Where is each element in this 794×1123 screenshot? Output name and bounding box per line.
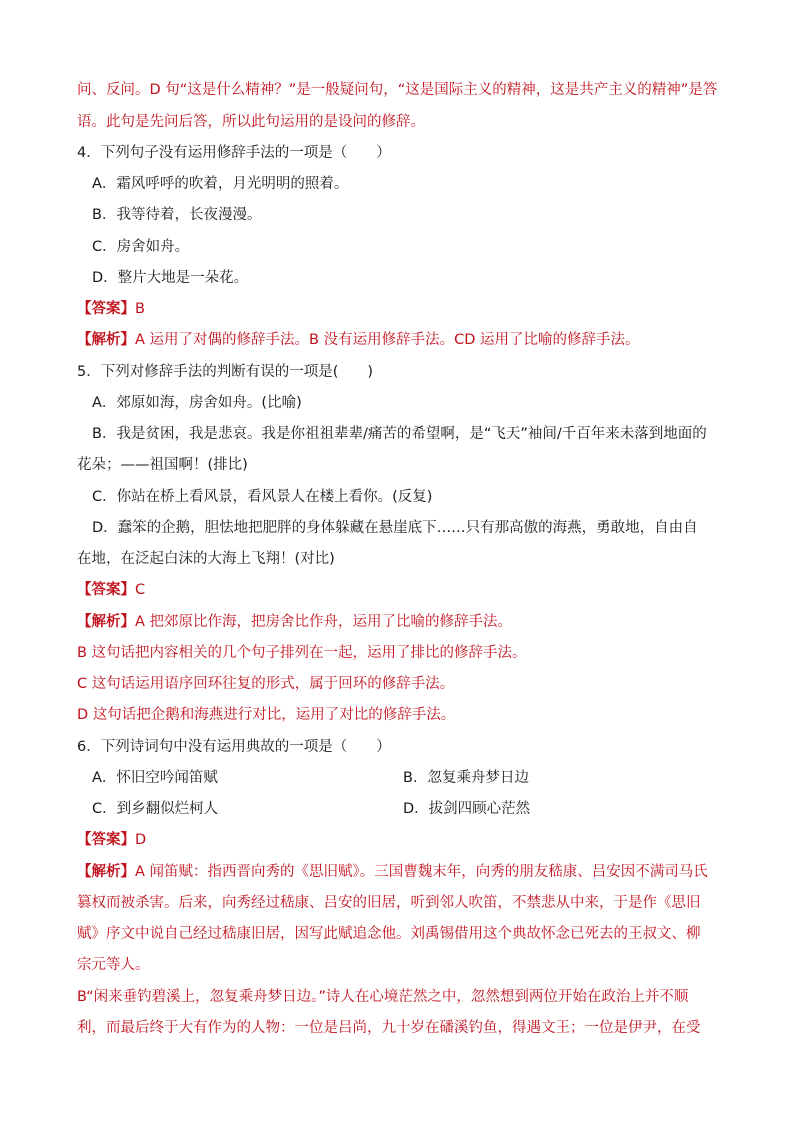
q4-answer bbox=[77, 299, 723, 319]
q5-option-c: C．你站在桥上看风景，看风景人在楼上看你。(反复) bbox=[92, 489, 433, 505]
q5-analysis-line-3: C 这句话运用语序回环往复的形式，属于回环的修辞手法。 bbox=[77, 676, 455, 692]
q5-option-b-line-1: B．我是贫困，我是悲哀。我是你祖祖辈辈/痛苦的希望啊，是“飞天”袖间/千百年来未落到地面的 bbox=[92, 426, 707, 442]
intro-line-2: 语。此句是先问后答，所以此句运用的是设问的修辞。 bbox=[77, 114, 425, 130]
answer-tag: 【答案】 bbox=[77, 301, 135, 317]
q6-option-b: B．忽复乘舟梦日边 bbox=[403, 770, 529, 786]
q6-analysis-line-4: 宗元等人。 bbox=[77, 957, 150, 973]
analysis-text: A 闻笛赋：指西晋向秀的《思旧赋》。三国曹魏末年，向秀的朋友嵇康、吕安因不满司马氏 bbox=[135, 864, 708, 880]
analysis-tag: 【解析】 bbox=[77, 614, 135, 630]
analysis-text: A 运用了对偶的修辞手法。B 没有运用修辞手法。CD 运用了比喻的修辞手法。 bbox=[135, 332, 640, 348]
q5-analysis-line-1 bbox=[77, 612, 723, 632]
q5-analysis-line-2: B 这句话把内容相关的几个句子排列在一起，运用了排比的修辞手法。 bbox=[77, 645, 527, 661]
q6-answer bbox=[77, 830, 723, 850]
answer-value: C bbox=[135, 582, 146, 598]
answer-value: D bbox=[135, 832, 147, 848]
answer-tag: 【答案】 bbox=[77, 582, 135, 598]
q4-option-b: B．我等待着，长夜漫漫。 bbox=[92, 207, 262, 223]
q4-option-a: A．霜风呼呼的吹着，月光明明的照着。 bbox=[92, 176, 349, 192]
q5-option-d-line-1: D．蠢笨的企鹅，胆怯地把肥胖的身体躲藏在悬崖底下……只有那高傲的海燕，勇敢地，自由自 bbox=[92, 520, 698, 536]
analysis-tag: 【解析】 bbox=[77, 864, 135, 880]
answer-tag: 【答案】 bbox=[77, 832, 135, 848]
q6-option-a: A．怀旧空吟闻笛赋 bbox=[92, 770, 218, 786]
q5-answer bbox=[77, 580, 723, 600]
q4-option-d: D．整片大地是一朵花。 bbox=[92, 270, 249, 286]
intro-line-1: 问、反问。D 句“这是什么精神？”是一般疑问句，“这是国际主义的精神，这是共产主义的精神”是答 bbox=[77, 82, 718, 98]
answer-value: B bbox=[135, 301, 145, 317]
q5-analysis-line-4: D 这句话把企鹅和海燕进行对比，运用了对比的修辞手法。 bbox=[77, 707, 456, 723]
q6-option-c: C．到乡翻似烂柯人 bbox=[92, 801, 219, 817]
q5-option-d-line-2: 在地，在泛起白沫的大海上飞翔！(对比) bbox=[77, 551, 335, 567]
q5-option-a: A．郊原如海，房舍如舟。(比喻) bbox=[92, 395, 302, 411]
q6-analysis-line-6: 利，而最后终于大有作为的人物：一位是吕尚，九十岁在磻溪钓鱼，得遇文王；一位是伊尹，在受 bbox=[77, 1020, 701, 1036]
q6-option-d: D．拔剑四顾心茫然 bbox=[403, 801, 531, 817]
q4-option-c: C．房舍如舟。 bbox=[92, 239, 190, 255]
q4-analysis bbox=[77, 330, 723, 350]
q6-analysis-line-1 bbox=[77, 862, 723, 882]
q4-stem: 4．下列句子没有运用修辞手法的一项是（ ） bbox=[77, 145, 391, 161]
q6-analysis-line-2: 篡权而被杀害。后来，向秀经过嵇康、吕安的旧居，听到邻人吹笛，不禁悲从中来，于是作《思旧 bbox=[77, 895, 701, 911]
q6-analysis-line-5: B“闲来垂钓碧溪上，忽复乘舟梦日边。”诗人在心境茫然之中，忽然想到两位开始在政治上并不顺 bbox=[77, 989, 689, 1005]
analysis-tag: 【解析】 bbox=[77, 332, 135, 348]
q6-stem: 6．下列诗词句中没有运用典故的一项是（ ） bbox=[77, 739, 391, 755]
q5-option-b-line-2: 花朵；——祖国啊！(排比) bbox=[77, 457, 248, 473]
q5-stem: 5．下列对修辞手法的判断有误的一项是( ) bbox=[77, 364, 374, 380]
analysis-text: A 把郊原比作海，把房舍比作舟，运用了比喻的修辞手法。 bbox=[135, 614, 513, 630]
q6-analysis-line-3: 赋》序文中说自己经过嵇康旧居，因写此赋追念他。刘禹锡借用这个典故怀念已死去的王叔文、柳 bbox=[77, 926, 701, 942]
